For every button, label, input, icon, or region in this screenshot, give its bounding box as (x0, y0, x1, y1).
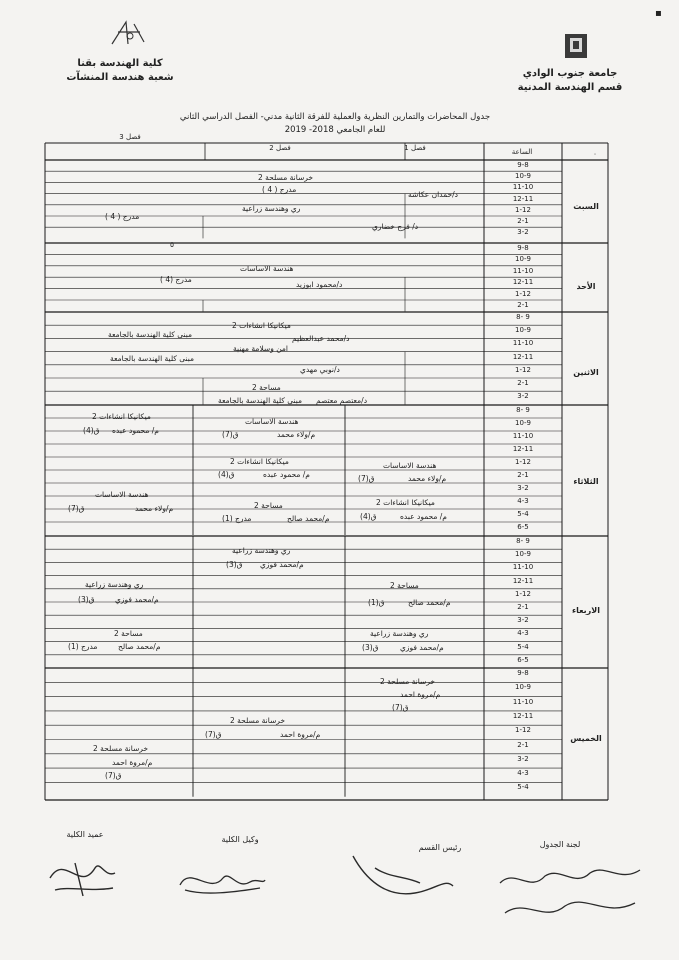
time-slot: 9 -8 (516, 313, 530, 321)
tue-g2-course-foundations: هندسة الاساسات (245, 417, 299, 426)
time-slot: 10-9 (515, 326, 531, 335)
sun-room-amph4: مدرج (4 ) (160, 275, 192, 284)
tue-g3-lecturer-mahmoud: م/ محمود عبده (112, 426, 159, 435)
sat-mark: ٥ (170, 240, 175, 249)
tue-g2-course-mechanics: ميكانيكا انشاءات 2 (230, 457, 289, 466)
mon-lecturer-abdelazim: د/محمد عبدالعظيم (292, 334, 350, 343)
time-slot: 11-10 (512, 339, 534, 348)
time-slot: 12-11 (512, 576, 534, 585)
thu-g3-course-concrete: خرسانة مسلحة 2 (93, 744, 149, 753)
wed-g1-lecturer-saleh: م/محمد صالح (408, 598, 451, 607)
wed-g1-course-irrigation: ري وهندسة زراعية (370, 629, 429, 638)
time-slot: 9-8 (517, 669, 529, 677)
mon-lecturer-motasem: د/معتصم معتصم (316, 396, 368, 405)
wed-g1-course-survey: مساحة 2 (390, 581, 419, 590)
time-slot: 6-5 (517, 655, 529, 664)
time-slot: 9 -8 (516, 537, 530, 545)
time-slot: 1-12 (515, 726, 531, 735)
time-slot: 1-12 (515, 205, 531, 214)
time-slot: 12-11 (512, 711, 534, 720)
time-slot: 3-2 (517, 228, 529, 237)
sun-lecturer-abozeid: د/محمود ابوزيد (296, 280, 343, 289)
tue-g2-room-4: ق(4) (218, 470, 235, 479)
time-slot: 1-12 (515, 365, 531, 374)
wed-g2-course-irrigation: ري وهندسة زراعية (232, 546, 291, 555)
tue-g3-room-7: ق(7) (68, 504, 85, 513)
university-name: جامعة جنوب الوادي (522, 68, 618, 79)
time-slot: 5-4 (517, 642, 529, 651)
wed-g1-room-3: ق(3) (362, 643, 379, 652)
time-slot: 5-4 (517, 510, 529, 518)
time-slot: 11-10 (512, 432, 534, 440)
day-sunday: الأحد (576, 282, 596, 291)
time-slot: 12-11 (512, 352, 534, 361)
time-slot: 2-1 (517, 471, 529, 479)
group3-header: فصل 3 (119, 133, 141, 141)
time-slot: 1-12 (515, 289, 531, 298)
time-slot: 6-5 (517, 523, 529, 531)
time-slot: 1-12 (515, 589, 531, 598)
time-slot: 4-3 (517, 629, 529, 638)
time-slot: 3-2 (517, 484, 529, 492)
time-slot: 2-1 (517, 301, 529, 309)
tue-g2-lecturer-walaa: م/ولاء محمد (277, 430, 316, 439)
time-slot: 3-2 (517, 754, 529, 763)
day-tuesday: الثلاثاء (573, 477, 599, 486)
vice-dean-signature-icon (175, 860, 270, 900)
time-slot: 12-11 (512, 194, 534, 203)
dept-head-label: رئيس القسم (418, 843, 462, 852)
sat-room-amph4b: مدرج ( 4 ) (105, 212, 140, 221)
division-name: شعبة هندسة المنشآت (66, 72, 174, 83)
faculty-name: كلية الهندسة بقنا (77, 58, 163, 69)
mon-location-3: مبنى كلية الهندسة بالجامعة (218, 396, 303, 405)
time-slot: 4-3 (517, 769, 529, 778)
group1-header: فصل 1 (404, 144, 426, 152)
thu-g2-lecturer-marwa: م/مروة احمد (280, 730, 321, 739)
wed-g3-room-amph1: مدرج (1) (68, 642, 98, 651)
sat-course-concrete: خرسانة مسلحة 2 (258, 173, 314, 182)
wed-g3-lecturer-fawzy: م/محمد فوزي (115, 595, 159, 604)
time-slot: 3-2 (517, 616, 529, 625)
time-slot: 9-8 (517, 244, 529, 252)
mon-lecturer-noubi: د/نوبي مهدي (300, 365, 340, 374)
time-slot: 12-11 (512, 278, 534, 287)
corner-header: ٠ (593, 150, 597, 158)
thu-g3-lecturer-marwa: م/مروة احمد (112, 758, 153, 767)
time-header: الساعة (511, 148, 533, 156)
tue-g3-lecturer-walaa: م/ولاء محمد (135, 504, 174, 513)
mon-location-2: مبنى كلية الهندسة بالجامعة (110, 354, 195, 363)
time-slot: 11-10 (512, 697, 534, 706)
vice-dean-label: وكيل الكلية (221, 835, 259, 844)
time-slot: 10-9 (515, 683, 531, 692)
corner-mark-icon: ▪ (655, 8, 662, 19)
time-slot: 12-11 (512, 445, 534, 453)
sat-lecturer-hamdan: د/حمدان عكاشه (408, 190, 458, 199)
wed-g2-lecturer-fawzy: م/محمد فوزي (260, 560, 304, 569)
tue-g1-course-mechanics: ميكانيكا انشاءات 2 (376, 498, 435, 507)
wed-g3-course-survey: مساحة 2 (114, 629, 143, 638)
time-slot: 9 -8 (516, 406, 530, 414)
time-slot: 10-9 (515, 172, 531, 181)
day-thursday: الخميس (570, 734, 602, 743)
time-slot: 11-10 (512, 563, 534, 572)
sat-room-amph4: مدرج ( 4 ) (262, 185, 297, 194)
mon-course-survey: مساحة 2 (252, 383, 281, 392)
time-slot: 1-12 (515, 458, 531, 466)
time-slot: 9-8 (517, 161, 529, 169)
time-slot: 2-1 (517, 603, 529, 611)
wed-g2-room-3: ق(3) (226, 560, 243, 569)
thu-g2-room-7: ق(7) (205, 730, 222, 739)
dept-head-signature-icon (345, 848, 460, 908)
time-slot: 11-10 (512, 183, 534, 192)
tue-g1-lecturer-mahmoud: م/ محمود عبده (400, 512, 447, 521)
committee-label: لجنة الجدول (539, 840, 581, 849)
day-saturday: السبت (573, 202, 599, 211)
schedule-year: للعام الجامعي 2018- 2019 (284, 125, 386, 135)
time-slot: 10-9 (515, 255, 531, 264)
sat-course-irrigation: ري وهندسة زراعية (242, 204, 301, 213)
wed-g1-room-1: ق(1) (368, 598, 385, 607)
thu-g3-room-7: ق(7) (105, 771, 122, 780)
wed-g3-room-3: ق(3) (78, 595, 95, 604)
mon-course-mechanics: ميكانيكا انشاءات 2 (232, 321, 291, 330)
time-slot: 4-3 (517, 497, 529, 505)
thu-g1-lecturer-marwa: م/مروة احمد (400, 690, 441, 699)
mon-location-1: مبنى كلية الهندسة بالجامعة (108, 330, 193, 339)
dean-label: عميد الكلية (66, 830, 104, 839)
tue-g1-lecturer-walaa: م/ولاء محمد (408, 474, 447, 483)
thu-g2-course-concrete: خرسانة مسلحة 2 (230, 716, 286, 725)
day-wednesday: الاربعاء (572, 606, 600, 615)
tue-g3-course-mechanics: ميكانيكا انشاءات 2 (92, 412, 151, 421)
department-name: قسم الهندسة المدنية (517, 82, 623, 93)
tue-g2-course-survey: مساحة 2 (254, 501, 283, 510)
time-slot: 2-1 (517, 379, 529, 387)
sat-lecturer-farag: د/ فرج خضاري (372, 222, 419, 231)
tue-g2-room-7: ق(7) (222, 430, 239, 439)
tue-g2-lecturer-mahmoud: م/ محمود عبده (263, 470, 310, 479)
wed-g3-lecturer-saleh: م/محمد صالح (118, 642, 161, 651)
tue-g1-room-4: ق(4) (360, 512, 377, 521)
sun-course-foundations: هندسة الاساسات (240, 264, 294, 273)
tue-g1-room-7: ق(7) (358, 474, 375, 483)
wed-g1-lecturer-fawzy: م/محمد فوزي (400, 643, 444, 652)
wed-g3-course-irrigation: ري وهندسة زراعية (85, 580, 144, 589)
tue-g1-course-foundations: هندسة الاساسات (383, 461, 437, 470)
time-slot: 5-4 (517, 783, 529, 792)
dean-signature-icon (45, 848, 120, 903)
schedule-title: جدول المحاضرات والتمارين النظرية والعملية للفرقة الثانية مدني- الفصل الدراسي الثاني (179, 112, 491, 122)
thu-g1-room-7: ق(7) (392, 703, 409, 712)
tue-g3-room-4: ق(4) (83, 426, 100, 435)
time-slot: 2-1 (517, 740, 529, 749)
time-slot: 11-10 (512, 266, 534, 275)
time-slot: 10-9 (515, 550, 531, 559)
time-slot: 3-2 (517, 392, 529, 401)
time-slot: 10-9 (515, 419, 531, 427)
mon-course-safety: امن وسلامة مهنية (233, 344, 289, 353)
tue-g2-room-amph1: مدرج (1) (222, 514, 252, 523)
committee-signatures-icon (490, 858, 650, 938)
thu-g1-course-concrete: خرسانة مسلحة 2 (380, 677, 436, 686)
tue-g3-course-foundations: هندسة الاساسات (95, 490, 149, 499)
time-slot: 2-1 (517, 217, 529, 225)
tue-g2-lecturer-saleh: م/محمد صالح (287, 514, 330, 523)
group2-header: فصل 2 (269, 144, 291, 152)
day-monday: الاثنين (573, 368, 599, 377)
